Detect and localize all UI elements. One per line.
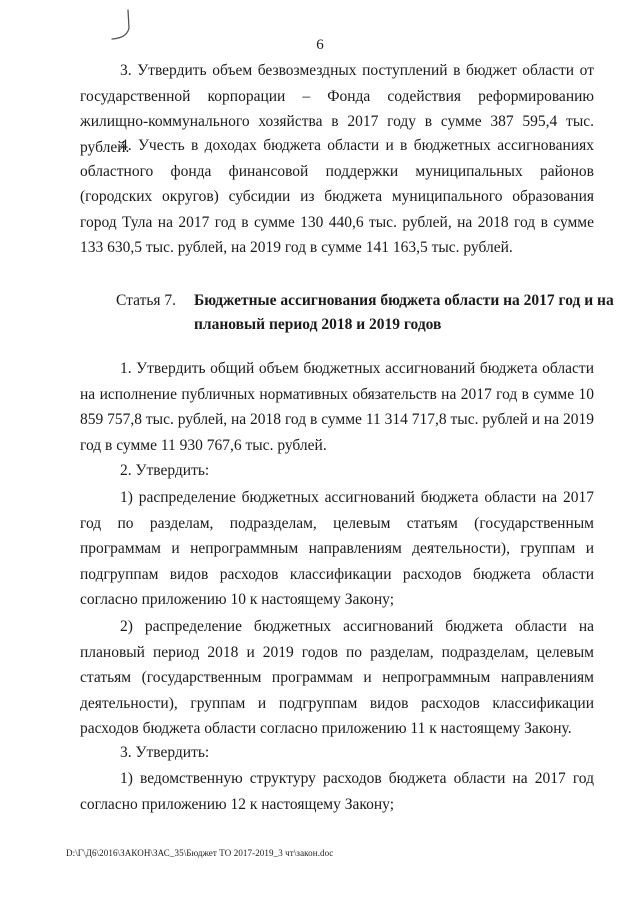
- paragraph-7-2-1: [80, 485, 594, 613]
- paragraph-text: 2) распределение бюджетных ассигнований бюджета области на плановый период 2018 и 2019 годов по разделам, подразделам, целевым статьям (государственным программам и непрограммным направлениям деятельности), группам и подгруппам видов расходов классификации расходов бюджета области согласно приложению 11 к настоящему Закону.: [80, 618, 594, 738]
- paragraph-text: 2. Утвердить:: [120, 462, 210, 479]
- paragraph-text: 1) ведомственную структуру расходов бюджета области на 2017 год согласно приложению 12 к настоящему Закону;: [80, 770, 594, 813]
- paragraph-7-2-2: [80, 614, 594, 742]
- paragraph-text: 3. Утвердить объем безвозмездных поступлений в бюджет области от государственной корпорации – Фонда содействия реформированию жилищно-коммунального хозяйства в 2017 году в сумме 387 595,4 тыс. рублей.: [80, 62, 594, 156]
- page-number: 6: [316, 37, 324, 53]
- paragraph-text: 4. Учесть в доходах бюджета области и в бюджетных ассигнованиях областного фонда финансовой поддержки муниципальных районов (городских округов) субсидии из бюджета муниципального образования город Тула на 2017 год в сумме 130 440,6 тыс. рублей, на 2018 год в сумме 133 630,5 тыс. рублей, на 2019 год в сумме 141 163,5 тыс. рублей.: [80, 137, 594, 257]
- paragraph-7-3: [80, 740, 594, 766]
- paragraph-text: 3. Утвердить:: [120, 744, 210, 761]
- file-path-footer: D:\Г\Д6\2016\ЗАКОН\ЗАС_35\Бюджет ТО 2017-2019_3 чт\закон.doc: [66, 848, 334, 858]
- paragraph-7-3-1: [80, 766, 594, 817]
- paragraph-7-1: [80, 356, 594, 458]
- paragraph-text: 1. Утвердить общий объем бюджетных ассигнований бюджета области на исполнение публичных нормативных обязательств на 2017 год в сумме 10 859 757,8 тыс. рублей, на 2018 год в сумме 11 314 717,8 тыс. рублей и на 2019 год в сумме 11 930 767,6 тыс. рублей.: [80, 360, 594, 454]
- paragraph-text: 1) распределение бюджетных ассигнований бюджета области на 2017 год по разделам, подразделам, целевым статьям (государственным программам и непрограммным направлениям деятельности), группам и подгруппам видов расходов классификации расходов бюджета области согласно приложению 10 к настоящему Закону;: [80, 489, 594, 609]
- article-title: Бюджетные ассигнования бюджета области на 2017 год и на плановый период 2018 и 2019 годов: [194, 292, 614, 333]
- paragraph-4: [80, 133, 594, 261]
- paragraph-7-2: [80, 458, 594, 484]
- article-label: Статья 7.: [116, 292, 177, 309]
